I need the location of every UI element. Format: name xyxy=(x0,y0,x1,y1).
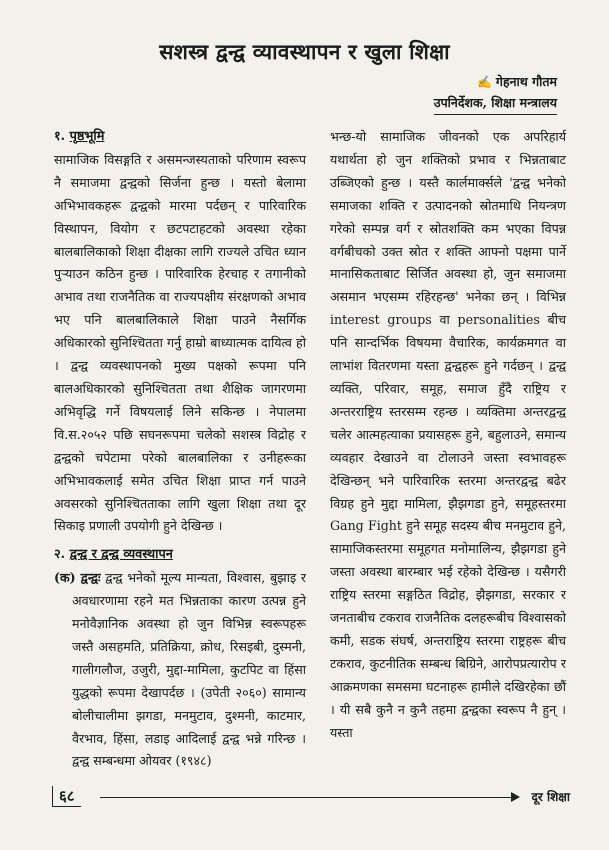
subsection-conflict-definition xyxy=(54,567,306,773)
section-title: द्वन्द्व र द्वन्द्व व्यवस्थापन xyxy=(69,547,173,563)
arrow-right-icon xyxy=(511,792,520,802)
footer-rule xyxy=(100,797,512,798)
author-role: उपनिर्देशक, शिक्षा मन्त्रालय xyxy=(434,93,557,115)
section-heading-conflict xyxy=(54,544,306,567)
subsection-label: (क) द्वन्द्वः xyxy=(54,570,101,586)
right-column xyxy=(330,126,566,744)
conflict-paragraph: भन्छ-यो सामाजिक जीवनको एक अपरिहार्य यथार्थता हो जुन शक्तिको प्रभाव र भिन्नताबाट उब्जिएको हुन्छ । यस्तै कार्लमार्क्सले 'द्वन्द्व भनेको समाजका शक्ति र उत्पादनको स्रोतमाथि नियन्त्रण गरेको सम्पन्न वर्ग र स्रोतशक्ति कम भएका विपन्न वर्गबीचको उक्त स्रोत र शक्ति आफ्नो पक्षमा पार्ने मानासिकताबाट सिर्जित अवस्था हो, जुन समाजमा असमान भएसम्म रहिरहन्छ' भनेका छन् । विभिन्न interest groups वा personalities बीच पनि सान्दर्भिक विषयमा वैचारिक, कार्यक्रमगत वा लाभांश वितरणमा यस्ता द्वन्द्वहरू हुने गर्दछन् । द्वन्द्व व्यक्ति, परिवार, समूह, समाज हुँदै राष्ट्रिय र अन्तरराष्ट्रिय स्तरसम्म रहन्छ । व्यक्तिमा अन्तरद्वन्द्व चलेर आत्महत्याका प्रयासहरू हुने, बहुलाउने, समान्य व्यवहार देखाउने वा टोलाउने जस्ता स्वभावहरू देखिन्छन् भने पारिवारिक स्तरमा अन्तरद्वन्द्व बढेर विग्रह हुने मुद्दा मामिला, झैझगडा हुने, समूहस्तरमा Gang Fight हुने समूह सदस्य बीच मनमुटाव हुने, सामाजिकस्तरमा समूहगत मनोमालिन्य, झैझगडा हुने जस्ता अवस्था बारम्बार भई रहेको देखिन्छ । यसैगरी राष्ट्रिय स्तरमा सङ्गठित विद्रोह, झैझगडा, सरकार र जनताबीच टकराव राजनैतिक दलहरूबीच विश्वासको कमी, सडक संघर्ष, अन्तराष्ट्रिय स्तरमा राष्ट्रहरू बीच टकराव, कुटनीतिक सम्बन्ध बिग्रिने, आरोपप्रत्यारोप र आक्रमणका समसमा घटनाहरू हामीले दखिरहेका छौं । यी सबै कुनै न कुनै तहमा द्वन्द्वका स्वरूप नै हुन् । यस्ता xyxy=(330,129,566,740)
section-title: पृष्ठभूमि xyxy=(69,129,105,144)
section-number: १. xyxy=(54,129,66,144)
author-name: गेहनाथ गौतम xyxy=(495,74,557,89)
subsection-text: द्वन्द्व भनेको मूल्य मान्यता, विश्वास, बुझाइ र अवधारणामा रहने मत भिन्नताका कारण उत्पन्न हुने मनोवैज्ञानिक अवस्था हो जुन विभिन्न स्वरूपहरू जस्तै असहमति, प्रतिक्रिया, क्रोध, रिसइबी, दुस्मनी, गालीगलौज, उजुरी, मुद्दा-मामिला, कुटपिट वा हिंसा युद्धको रूपमा देखापर्दछ । (उपेती २०६०) सामान्य बोलीचालीमा झगडा, मनमुटाव, दुश्मनी, काटमार, वैरभाव, हिंसा, लडाइ आदिलाई द्वन्द्व भन्ने गरिन्छ । द्वन्द्व सम्बन्धमा ओयवर (१९४८) xyxy=(72,570,306,769)
left-column xyxy=(54,126,306,773)
section-heading-background xyxy=(54,126,306,149)
page-footer xyxy=(52,788,570,808)
page-number: ६८ xyxy=(52,786,81,807)
journal-name: दूर शिक्षा xyxy=(531,790,570,804)
section-number: २. xyxy=(54,547,66,563)
article-title: सशस्त्र द्वन्द्व व्यावस्थापन र खुला शिक्षा xyxy=(159,39,450,64)
pen-icon: ✍ xyxy=(476,75,492,89)
background-paragraph: सामाजिक विसङ्गति र असमन्जस्यताको परिणाम स्वरूप नै समाजमा द्वन्द्वको सिर्जना हुन्छ । यस्तो बेलामा अभिभावकहरू द्वन्द्वको मारमा पर्दछन् र पारिवारिक विस्थापन, वियोग र छटपटाहटको अवस्था रहेका बालबालिकाको शिक्षा दीक्षका लागि राज्यले उचित ध्यान पुऱ्याउन कठिन हुन्छ । पारिवारिक हेरचाह र तगानीको अभाव तथा राजनैतिक वा राज्यपक्षीय संरक्षणको अभाव भए पनि बालबालिकाले शिक्षा पाउने नैसर्गिक अधिकारको सुनिश्चितता गर्नु हाम्रो बाध्यात्मक दायित्व हो । द्वन्द्व व्यवस्थापनको मुख्य पक्षको रूपमा पनि बालअधिकारको सुनिश्चितता तथा शैक्षिक जागरणमा अभिवृद्धि गर्ने विषयलाई लिने सकिन्छ । नेपालमा वि.स.२०५२ पछि सघनरूपमा चलेको सशस्त्र विद्रोह र द्वन्द्वको चपेटामा परेको बालबालिका र उनीहरूका अभिभावकलाई समेत उचित शिक्षा प्राप्त गर्न पाउने अवसरको सुनिश्चितताका लागि खुला शिक्षा तथा दूर सिकाइ प्रणाली उपयोगी हुने देखिन्छ । xyxy=(54,151,306,534)
author-line xyxy=(367,72,557,92)
author-block xyxy=(367,72,557,115)
